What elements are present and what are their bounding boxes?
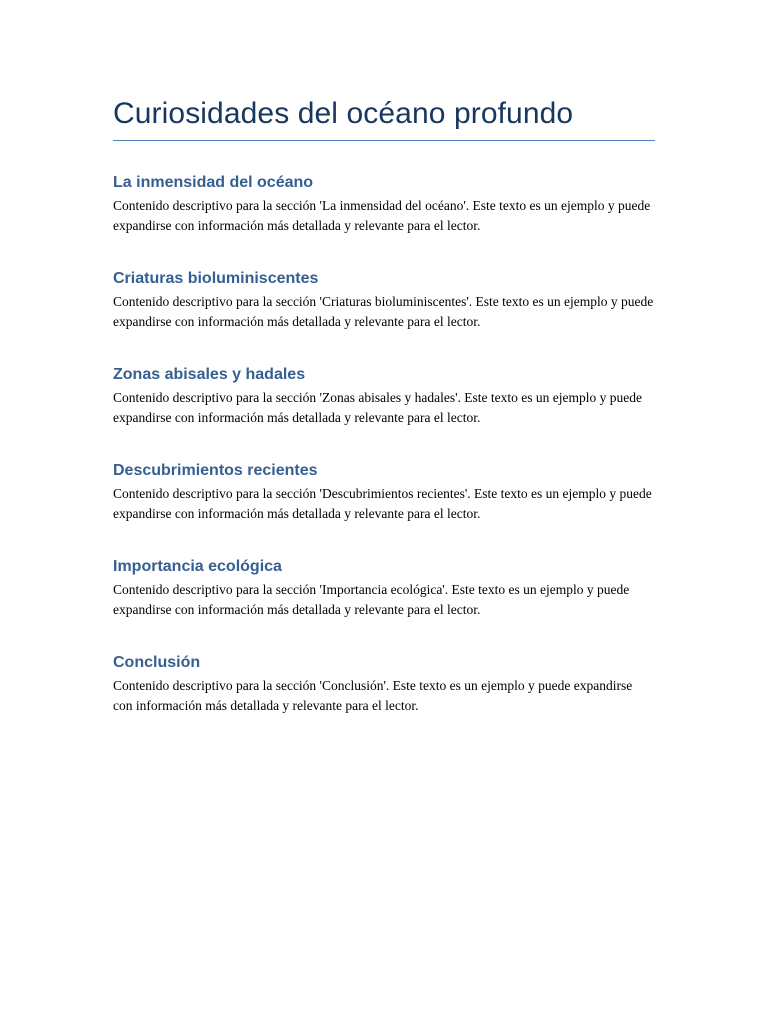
section-body: Contenido descriptivo para la sección 'Descubrimientos recientes'. Este texto es un ejemplo y puede expandirse con información más detallada y relevante para el lector. xyxy=(113,486,652,521)
section-importancia xyxy=(113,557,655,619)
section-body: Contenido descriptivo para la sección 'Zonas abisales y hadales'. Este texto es un ejemplo y puede expandirse con información más detallada y relevante para el lector. xyxy=(113,390,642,425)
section-heading: Importancia ecológica xyxy=(113,558,282,575)
section-bioluminiscentes xyxy=(113,269,655,331)
section-heading: Criaturas bioluminiscentes xyxy=(113,270,319,287)
section-body: Contenido descriptivo para la sección 'Conclusión'. Este texto es un ejemplo y puede expandirse con información más detallada y relevante para el lector. xyxy=(113,678,633,713)
section-list xyxy=(113,173,655,715)
document-title: Curiosidades del océano profundo xyxy=(113,92,655,141)
section-heading: Conclusión xyxy=(113,654,201,671)
section-body: Contenido descriptivo para la sección 'La inmensidad del océano'. Este texto es un ejemplo y puede expandirse con información más detallada y relevante para el lector. xyxy=(113,198,651,233)
document-page xyxy=(113,92,655,715)
section-body: Contenido descriptivo para la sección 'Importancia ecológica'. Este texto es un ejemplo y puede expandirse con información más detallada y relevante para el lector. xyxy=(113,582,630,617)
section-zonas-abisales xyxy=(113,365,655,427)
section-inmensidad xyxy=(113,173,655,235)
section-conclusion xyxy=(113,653,655,715)
section-descubrimientos xyxy=(113,461,655,523)
section-heading: Descubrimientos recientes xyxy=(113,462,318,479)
section-heading: La inmensidad del océano xyxy=(113,174,314,191)
section-heading: Zonas abisales y hadales xyxy=(113,366,306,383)
section-body: Contenido descriptivo para la sección 'Criaturas bioluminiscentes'. Este texto es un ejemplo y puede expandirse con información más detallada y relevante para el lector. xyxy=(113,294,654,329)
